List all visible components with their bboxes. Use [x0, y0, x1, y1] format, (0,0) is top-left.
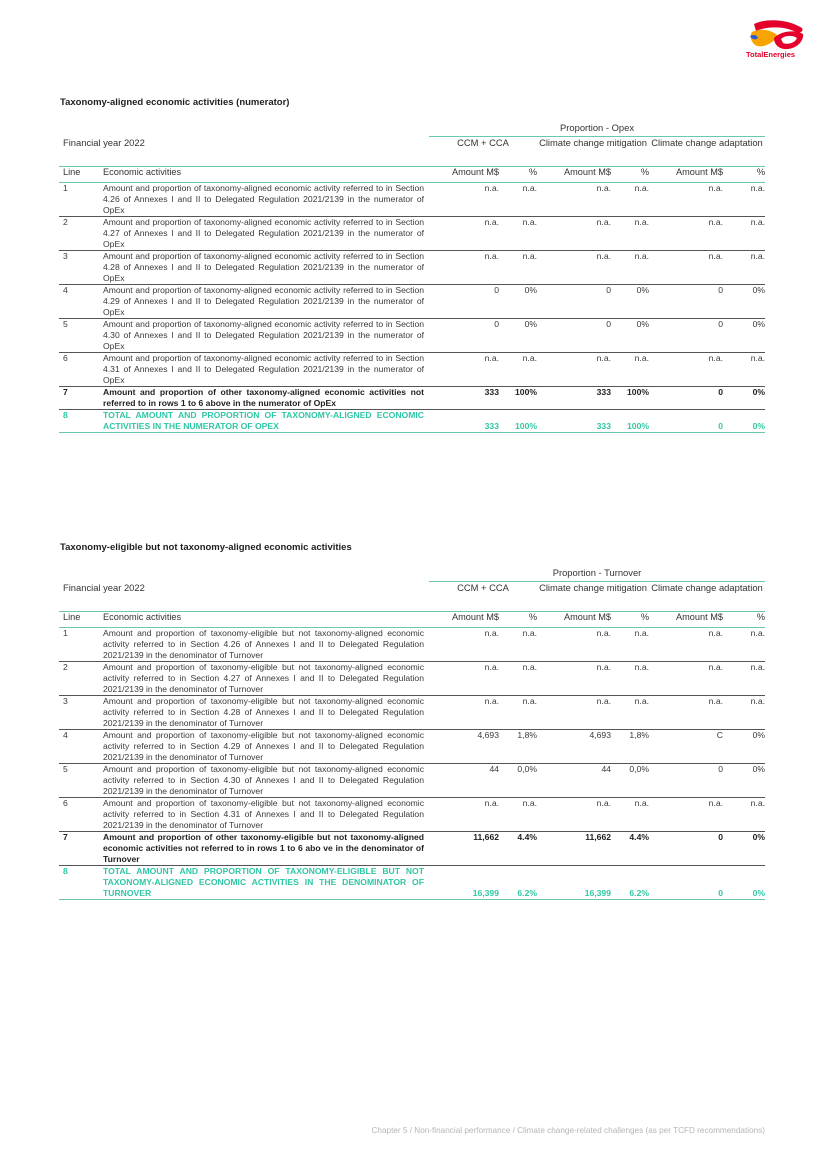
amount-mitigation: 333	[537, 387, 611, 410]
pct-adaptation: 0%	[723, 832, 765, 866]
amount-ccm-cca: 44	[429, 764, 499, 798]
pct-mitigation: 6.2%	[611, 866, 649, 900]
col-pct-header: %	[611, 612, 649, 628]
row-line-number: 2	[59, 662, 103, 696]
pct-ccm-cca: n.a.	[499, 217, 537, 251]
pct-ccm-cca: n.a.	[499, 662, 537, 696]
row-line-number: 5	[59, 764, 103, 798]
amount-ccm-cca: n.a.	[429, 628, 499, 662]
amount-adaptation: n.a.	[649, 798, 723, 832]
amount-ccm-cca: n.a.	[429, 353, 499, 387]
total-row	[59, 866, 765, 900]
row-line-number: 2	[59, 217, 103, 251]
amount-mitigation: 0	[537, 319, 611, 353]
pct-adaptation: n.a.	[723, 628, 765, 662]
pct-mitigation: 0%	[611, 285, 649, 319]
col-line-header: Line	[59, 612, 103, 628]
amount-ccm-cca: 11,662	[429, 832, 499, 866]
table-row	[59, 217, 765, 251]
proportion-label: Proportion - Opex	[429, 122, 765, 137]
pct-ccm-cca: 4.4%	[499, 832, 537, 866]
col-amount-header: Amount M$	[649, 612, 723, 628]
pct-adaptation: n.a.	[723, 353, 765, 387]
amount-ccm-cca: 0	[429, 319, 499, 353]
table-row	[59, 832, 765, 866]
pct-adaptation: 0%	[723, 866, 765, 900]
row-description: TOTAL AMOUNT AND PROPORTION OF TAXONOMY-ALIGNED ECONOMIC ACTIVITIES IN THE NUMERATOR OF OPEX	[103, 410, 429, 433]
amount-adaptation: n.a.	[649, 662, 723, 696]
amount-adaptation: 0	[649, 832, 723, 866]
row-description: Amount and proportion of taxonomy-aligned economic activity referred to in Section 4.30 of Annexes I and II to Delegated Regulation 2021/2139 in the numerator of OpEx	[103, 319, 429, 353]
group-ccm-cca: CCM + CCA	[457, 137, 509, 148]
table-row	[59, 696, 765, 730]
row-description: Amount and proportion of taxonomy-eligible but not taxonomy-aligned economic activity referred to in Section 4.30 of Annexes I and II to Delegated Regulation 2021/2139 in the denominator of Turnover	[103, 764, 429, 798]
amount-ccm-cca: 333	[429, 410, 499, 433]
table-row	[59, 387, 765, 410]
table-row	[59, 183, 765, 217]
amount-adaptation: C	[649, 730, 723, 764]
amount-mitigation: 4,693	[537, 730, 611, 764]
col-pct-header: %	[499, 612, 537, 628]
row-description: Amount and proportion of taxonomy-eligible but not taxonomy-aligned economic activity referred to in Section 4.26 of Annexes I and II to Delegated Regulation 2021/2139 in the denominator of Turnover	[103, 628, 429, 662]
pct-mitigation: 1,8%	[611, 730, 649, 764]
col-amount-header: Amount M$	[429, 612, 499, 628]
table-row	[59, 662, 765, 696]
col-pct-header: %	[723, 167, 765, 183]
row-description: Amount and proportion of taxonomy-aligned economic activity referred to in Section 4.31 of Annexes I and II to Delegated Regulation 2021/2139 in the numerator of OpEx	[103, 353, 429, 387]
amount-adaptation: 0	[649, 387, 723, 410]
amount-adaptation: n.a.	[649, 251, 723, 285]
pct-adaptation: n.a.	[723, 662, 765, 696]
amount-adaptation: 0	[649, 285, 723, 319]
pct-adaptation: 0%	[723, 285, 765, 319]
row-line-number: 4	[59, 730, 103, 764]
row-line-number: 1	[59, 183, 103, 217]
pct-adaptation: 0%	[723, 764, 765, 798]
pct-ccm-cca: n.a.	[499, 183, 537, 217]
row-description: Amount and proportion of taxonomy-aligned economic activity referred to in Section 4.29 of Annexes I and II to Delegated Regulation 2021/2139 in the numerator of OpEx	[103, 285, 429, 319]
amount-mitigation: n.a.	[537, 217, 611, 251]
amount-mitigation: n.a.	[537, 183, 611, 217]
pct-mitigation: n.a.	[611, 353, 649, 387]
table-row	[59, 285, 765, 319]
financial-year-label: Financial year 2022	[63, 581, 145, 593]
logo-mark-icon	[748, 20, 806, 52]
row-line-number: 8	[59, 866, 103, 900]
pct-mitigation: n.a.	[611, 183, 649, 217]
row-line-number: 7	[59, 832, 103, 866]
pct-ccm-cca: 0,0%	[499, 764, 537, 798]
pct-adaptation: 0%	[723, 387, 765, 410]
group-climate-mitigation: Climate change mitigation	[539, 582, 647, 593]
pct-ccm-cca: 0%	[499, 285, 537, 319]
totalenergies-logo	[746, 20, 808, 64]
pct-ccm-cca: 0%	[499, 319, 537, 353]
table-row	[59, 628, 765, 662]
pct-mitigation: n.a.	[611, 217, 649, 251]
table-row	[59, 353, 765, 387]
row-description: Amount and proportion of taxonomy-eligible but not taxonomy-aligned economic activity referred to in Section 4.27 of Annexes I and II to Delegated Regulation 2021/2139 in the denominator of Turnover	[103, 662, 429, 696]
pct-mitigation: n.a.	[611, 798, 649, 832]
proportion-label: Proportion - Turnover	[429, 567, 765, 582]
row-line-number: 6	[59, 798, 103, 832]
row-line-number: 7	[59, 387, 103, 410]
pct-mitigation: n.a.	[611, 628, 649, 662]
amount-mitigation: n.a.	[537, 798, 611, 832]
row-line-number: 3	[59, 251, 103, 285]
pct-ccm-cca: 1,8%	[499, 730, 537, 764]
amount-mitigation: 16,399	[537, 866, 611, 900]
group-climate-adaptation: Climate change adaptation	[651, 137, 763, 148]
row-description: Amount and proportion of taxonomy-aligned economic activity referred to in Section 4.28 of Annexes I and II to Delegated Regulation 2021/2139 in the numerator of OpEx	[103, 251, 429, 285]
row-line-number: 6	[59, 353, 103, 387]
pct-ccm-cca: n.a.	[499, 251, 537, 285]
amount-ccm-cca: 0	[429, 285, 499, 319]
table-row	[59, 764, 765, 798]
table-row	[59, 798, 765, 832]
financial-year-label: Financial year 2022	[63, 136, 145, 148]
table1-title: Taxonomy-aligned economic activities (numerator)	[60, 97, 290, 108]
col-amount-header: Amount M$	[649, 167, 723, 183]
amount-ccm-cca: n.a.	[429, 183, 499, 217]
table-row	[59, 251, 765, 285]
amount-adaptation: 0	[649, 410, 723, 433]
pct-adaptation: n.a.	[723, 251, 765, 285]
amount-adaptation: 0	[649, 319, 723, 353]
amount-ccm-cca: n.a.	[429, 662, 499, 696]
pct-adaptation: 0%	[723, 319, 765, 353]
table2-title: Taxonomy-eligible but not taxonomy-aligned economic activities	[60, 542, 352, 553]
amount-ccm-cca: 4,693	[429, 730, 499, 764]
col-amount-header: Amount M$	[537, 612, 611, 628]
row-line-number: 5	[59, 319, 103, 353]
pct-mitigation: 100%	[611, 410, 649, 433]
pct-mitigation: 0,0%	[611, 764, 649, 798]
amount-mitigation: n.a.	[537, 353, 611, 387]
pct-mitigation: n.a.	[611, 696, 649, 730]
pct-mitigation: 0%	[611, 319, 649, 353]
row-description: Amount and proportion of taxonomy-aligned economic activity referred to in Section 4.27 of Annexes I and II to Delegated Regulation 2021/2139 in the numerator of OpEx	[103, 217, 429, 251]
pct-adaptation: n.a.	[723, 696, 765, 730]
pct-mitigation: n.a.	[611, 251, 649, 285]
total-row	[59, 410, 765, 433]
amount-mitigation: n.a.	[537, 628, 611, 662]
pct-ccm-cca: 100%	[499, 387, 537, 410]
pct-adaptation: 0%	[723, 410, 765, 433]
pct-adaptation: n.a.	[723, 183, 765, 217]
page-footer: Chapter 5 / Non-financial performance / Climate change-related challenges (as per TCFD recommendations)	[371, 1126, 765, 1135]
group-ccm-cca: CCM + CCA	[457, 582, 509, 593]
col-activities-header: Economic activities	[103, 167, 429, 183]
pct-ccm-cca: n.a.	[499, 628, 537, 662]
row-description: Amount and proportion of taxonomy-eligible but not taxonomy-aligned economic activity referred to in Section 4.31 of Annexes I and II to Delegated Regulation 2021/2139 in the denominator of Turnover	[103, 798, 429, 832]
row-description: Amount and proportion of taxonomy-eligible but not taxonomy-aligned economic activity referred to in Section 4.28 of Annexes I and II to Delegated Regulation 2021/2139 in the denominator of Turnover	[103, 696, 429, 730]
amount-ccm-cca: n.a.	[429, 696, 499, 730]
col-activities-header: Economic activities	[103, 612, 429, 628]
pct-ccm-cca: n.a.	[499, 798, 537, 832]
table-row	[59, 730, 765, 764]
turnover-eligible-table	[59, 567, 765, 900]
amount-mitigation: 333	[537, 410, 611, 433]
col-pct-header: %	[611, 167, 649, 183]
row-description: Amount and proportion of other taxonomy-eligible but not taxonomy-aligned economic activities not referred to in rows 1 to 6 abo ve in the denominator of Turnover	[103, 832, 429, 866]
amount-adaptation: n.a.	[649, 183, 723, 217]
group-climate-mitigation: Climate change mitigation	[539, 137, 647, 148]
group-climate-adaptation: Climate change adaptation	[651, 582, 763, 593]
amount-ccm-cca: 16,399	[429, 866, 499, 900]
table-row	[59, 319, 765, 353]
pct-ccm-cca: 100%	[499, 410, 537, 433]
row-description: Amount and proportion of other taxonomy-aligned economic activities not referred to in rows 1 to 6 above in the numerator of OpEx	[103, 387, 429, 410]
pct-adaptation: n.a.	[723, 217, 765, 251]
row-line-number: 1	[59, 628, 103, 662]
pct-ccm-cca: n.a.	[499, 696, 537, 730]
amount-ccm-cca: n.a.	[429, 251, 499, 285]
amount-ccm-cca: n.a.	[429, 798, 499, 832]
brand-name: TotalEnergies	[746, 50, 796, 59]
col-amount-header: Amount M$	[429, 167, 499, 183]
col-amount-header: Amount M$	[537, 167, 611, 183]
amount-mitigation: n.a.	[537, 696, 611, 730]
row-description: TOTAL AMOUNT AND PROPORTION OF TAXONOMY-ELIGIBLE BUT NOT TAXONOMY-ALIGNED ECONOMIC ACTIVITIES IN THE DENOMINATOR OF TURNOVER	[103, 866, 429, 900]
amount-adaptation: n.a.	[649, 696, 723, 730]
pct-mitigation: 100%	[611, 387, 649, 410]
row-line-number: 4	[59, 285, 103, 319]
pct-ccm-cca: n.a.	[499, 353, 537, 387]
col-pct-header: %	[723, 612, 765, 628]
amount-adaptation: n.a.	[649, 217, 723, 251]
pct-mitigation: n.a.	[611, 662, 649, 696]
amount-adaptation: 0	[649, 764, 723, 798]
opex-aligned-table	[59, 122, 765, 433]
amount-mitigation: 11,662	[537, 832, 611, 866]
pct-adaptation: n.a.	[723, 798, 765, 832]
pct-ccm-cca: 6.2%	[499, 866, 537, 900]
row-description: Amount and proportion of taxonomy-eligible but not taxonomy-aligned economic activity referred to in Section 4.29 of Annexes I and II to Delegated Regulation 2021/2139 in the denominator of Turnover	[103, 730, 429, 764]
amount-mitigation: 44	[537, 764, 611, 798]
row-line-number: 3	[59, 696, 103, 730]
amount-mitigation: n.a.	[537, 662, 611, 696]
col-pct-header: %	[499, 167, 537, 183]
row-line-number: 8	[59, 410, 103, 433]
amount-ccm-cca: 333	[429, 387, 499, 410]
amount-adaptation: n.a.	[649, 353, 723, 387]
row-description: Amount and proportion of taxonomy-aligned economic activity referred to in Section 4.26 of Annexes I and II to Delegated Regulation 2021/2139 in the numerator of OpEx	[103, 183, 429, 217]
amount-mitigation: n.a.	[537, 251, 611, 285]
pct-adaptation: 0%	[723, 730, 765, 764]
col-line-header: Line	[59, 167, 103, 183]
amount-ccm-cca: n.a.	[429, 217, 499, 251]
pct-mitigation: 4.4%	[611, 832, 649, 866]
amount-adaptation: n.a.	[649, 628, 723, 662]
amount-adaptation: 0	[649, 866, 723, 900]
amount-mitigation: 0	[537, 285, 611, 319]
